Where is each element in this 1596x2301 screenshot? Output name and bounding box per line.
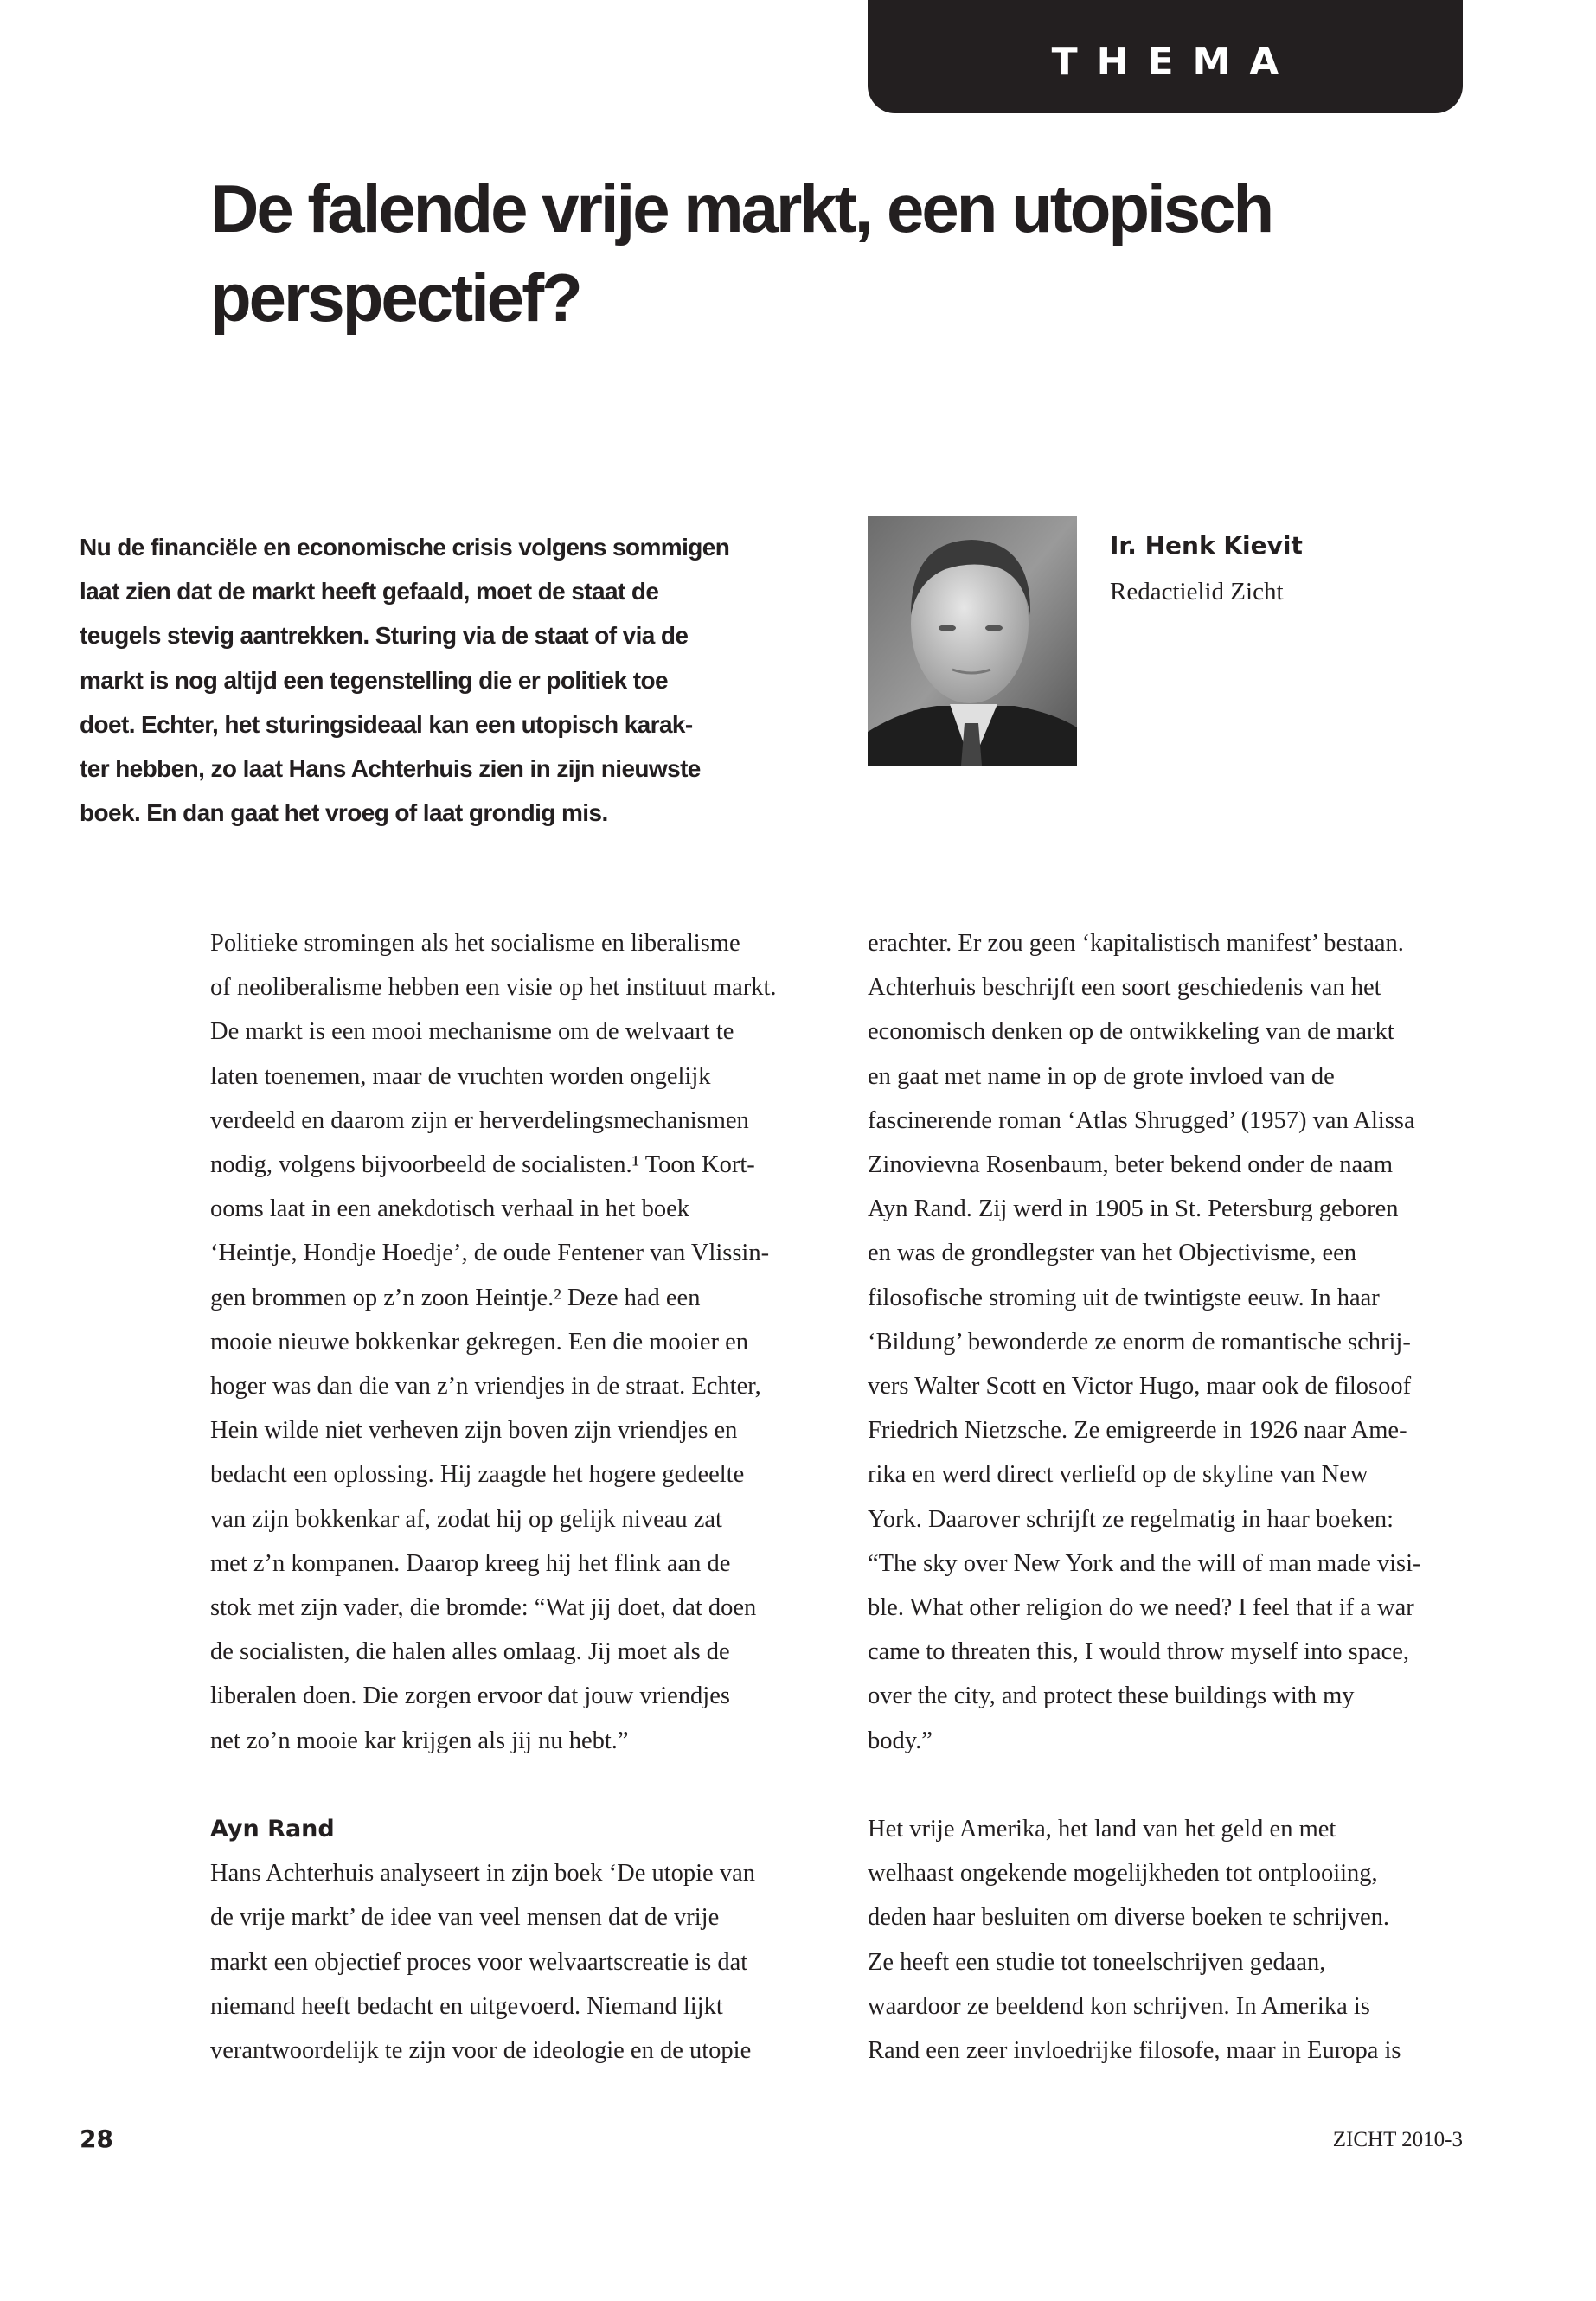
- body-line: ooms laat in een anekdotisch verhaal in het boek: [210, 1195, 689, 1223]
- journal-issue: ZICHT 2010-3: [1332, 2128, 1463, 2151]
- section-tab-label: THEMA: [1051, 40, 1298, 84]
- body-line: fascinerende roman ‘Atlas Shrugged’ (1957) van Alissa: [868, 1106, 1415, 1134]
- body-line: de socialisten, die halen alles omlaag. Jij moet als de: [210, 1638, 730, 1666]
- intro-line: doet. Echter, het sturingsideaal kan een utopisch karak-: [80, 710, 693, 738]
- body-line: hoger was dan die van z’n vriendjes in de straat. Echter,: [210, 1373, 761, 1400]
- body-line: rika en werd direct verliefd op de skyline van New: [868, 1461, 1368, 1489]
- body-line: economisch denken op de ontwikkeling van de markt: [868, 1018, 1394, 1046]
- body-line: laten toenemen, maar de vruchten worden ongelijk: [210, 1062, 711, 1090]
- body-line: ‘Heintje, Hondje Hoedje’, de oude Fentener van Vlissin-: [210, 1240, 770, 1267]
- author-name: Ir. Henk Kievit: [1110, 531, 1303, 560]
- author-photo: [868, 516, 1077, 766]
- body-line: Hans Achterhuis analyseert in zijn boek ‘De utopie van: [210, 1860, 755, 1888]
- title-line: perspectief?: [210, 260, 580, 336]
- paragraph-gap: [868, 1763, 1421, 1807]
- body-line: York. Daarover schrijft ze regelmatig in haar boeken:: [868, 1505, 1394, 1533]
- body-line: van zijn bokkenkar af, zodat hij op gelijk niveau zat: [210, 1505, 722, 1533]
- intro-lead: [80, 525, 729, 835]
- body-line: verdeeld en daarom zijn er herverdelingsmechanismen: [210, 1106, 749, 1134]
- body-line: nodig, volgens bijvoorbeeld de socialisten.¹ Toon Kort-: [210, 1151, 755, 1179]
- paragraph-gap: [210, 1763, 777, 1807]
- body-line: ble. What other religion do we need? I feel that if a war: [868, 1594, 1414, 1622]
- body-line: came to threaten this, I would throw myself into space,: [868, 1638, 1410, 1666]
- body-line: filosofische stroming uit de twintigste eeuw. In haar: [868, 1284, 1380, 1311]
- body-line: body.”: [868, 1727, 933, 1754]
- intro-line: laat zien dat de markt heeft gefaald, moet de staat de: [80, 578, 659, 606]
- author-role: Redactielid Zicht: [1110, 578, 1284, 606]
- section-subheading: Ayn Rand: [210, 1816, 335, 1843]
- body-line: vers Walter Scott en Victor Hugo, maar ook de filosoof: [868, 1373, 1412, 1400]
- body-line: niemand heeft bedacht en uitgevoerd. Niemand lijkt: [210, 1992, 723, 2020]
- body-line: stok met zijn vader, die bromde: “Wat jij doet, dat doen: [210, 1594, 757, 1622]
- body-line: Rand een zeer invloedrijke filosofe, maar in Europa is: [868, 2037, 1401, 2065]
- body-line: Friedrich Nietzsche. Ze emigreerde in 1926 naar Ame-: [868, 1417, 1407, 1445]
- intro-line: boek. En dan gaat het vroeg of laat grondig mis.: [80, 799, 608, 827]
- body-line: mooie nieuwe bokkenkar gekregen. Een die mooier en: [210, 1328, 749, 1356]
- body-line: “The sky over New York and the will of man made visi-: [868, 1549, 1421, 1577]
- body-line: de vrije markt’ de idee van veel mensen dat de vrije: [210, 1904, 720, 1932]
- intro-line: markt is nog altijd een tegenstelling die er politiek toe: [80, 666, 668, 694]
- body-line: liberalen doen. Die zorgen ervoor dat jouw vriendjes: [210, 1682, 730, 1710]
- body-line: Hein wilde niet verheven zijn boven zijn vriendjes en: [210, 1417, 738, 1445]
- section-tab: [868, 0, 1463, 113]
- body-line: verantwoordelijk te zijn voor de ideologie en de utopie: [210, 2037, 752, 2065]
- body-line: en gaat met name in op de grote invloed van de: [868, 1062, 1335, 1090]
- body-line: Het vrije Amerika, het land van het geld en met: [868, 1816, 1336, 1843]
- intro-line: Nu de financiële en economische crisis volgens sommigen: [80, 534, 730, 561]
- body-line: Zinovievna Rosenbaum, beter bekend onder de naam: [868, 1151, 1394, 1179]
- intro-line: ter hebben, zo laat Hans Achterhuis zien in zijn nieuwste: [80, 755, 701, 783]
- intro-line: teugels stevig aantrekken. Sturing via de staat of via de: [80, 622, 689, 650]
- body-line: Achterhuis beschrijft een soort geschiedenis van het: [868, 974, 1381, 1002]
- body-line: Politieke stromingen als het socialisme en liberalisme: [210, 930, 740, 957]
- body-line: Ze heeft een studie tot toneelschrijven gedaan,: [868, 1948, 1326, 1976]
- page-number: 28: [80, 2125, 113, 2153]
- body-line: De markt is een mooi mechanisme om de welvaart te: [210, 1018, 734, 1046]
- body-line: met z’n kompanen. Daarop kreeg hij het flink aan de: [210, 1549, 731, 1577]
- body-line: bedacht een oplossing. Hij zaagde het hogere gedeelte: [210, 1461, 745, 1489]
- body-column-left: [210, 921, 777, 2073]
- body-line: markt een objectief proces voor welvaartscreatie is dat: [210, 1948, 748, 1976]
- body-line: of neoliberalisme hebben een visie op het instituut markt.: [210, 974, 777, 1002]
- body-line: Ayn Rand. Zij werd in 1905 in St. Petersburg geboren: [868, 1195, 1399, 1223]
- body-line: en was de grondlegster van het Objectivisme, een: [868, 1240, 1357, 1267]
- article-title: [210, 164, 1272, 343]
- body-line: gen brommen op z’n zoon Heintje.² Deze had een: [210, 1284, 701, 1311]
- body-line: deden haar besluiten om diverse boeken te schrijven.: [868, 1904, 1390, 1932]
- body-line: welhaast ongekende mogelijkheden tot ontplooiing,: [868, 1860, 1378, 1888]
- body-line: ‘Bildung’ bewonderde ze enorm de romantische schrij-: [868, 1328, 1411, 1356]
- body-line: erachter. Er zou geen ‘kapitalistisch manifest’ bestaan.: [868, 930, 1404, 957]
- body-column-right: [868, 921, 1421, 2073]
- title-line: De falende vrije markt, een utopisch: [210, 170, 1272, 247]
- body-line: net zo’n mooie kar krijgen als jij nu hebt.”: [210, 1727, 629, 1754]
- body-line: over the city, and protect these buildings with my: [868, 1682, 1355, 1710]
- body-line: waardoor ze beeldend kon schrijven. In Amerika is: [868, 1992, 1370, 2020]
